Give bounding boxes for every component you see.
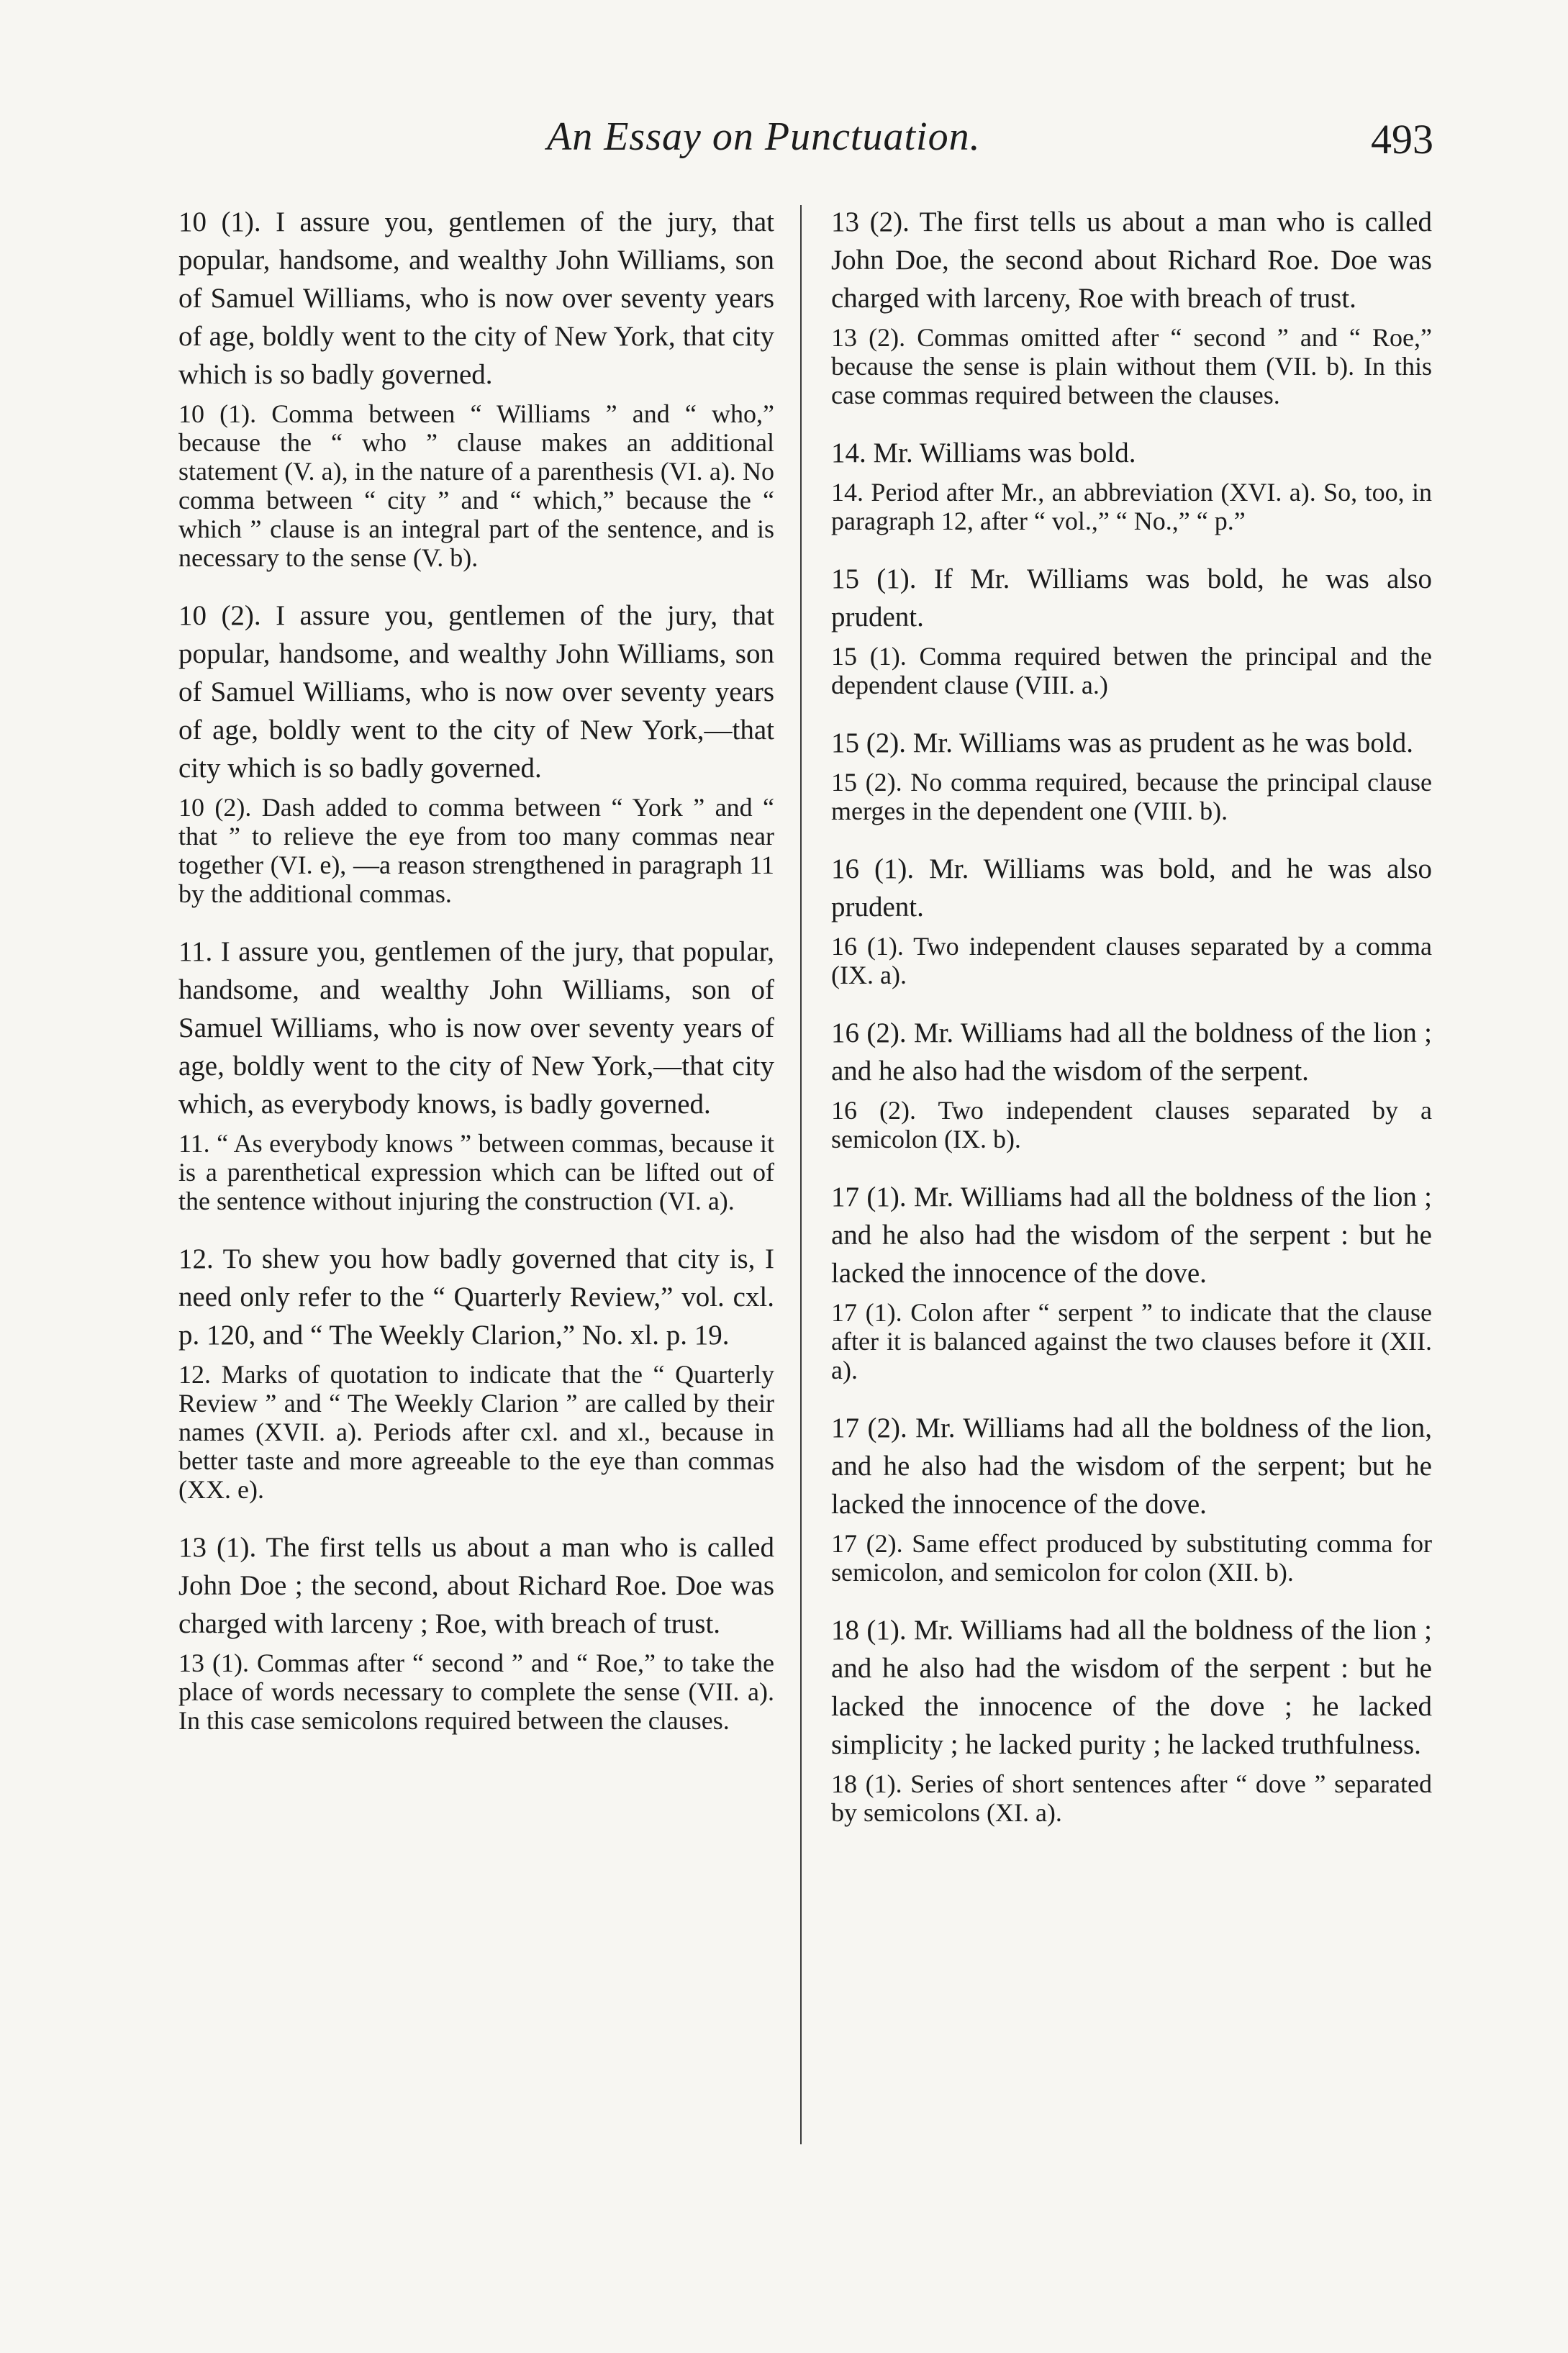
paragraph-note: 16 (2). Two independent clauses separated by a semicolon (IX. b). [831, 1096, 1432, 1153]
paragraph-example: 16 (1). Mr. Williams was bold, and he was also prudent. [831, 853, 1432, 922]
paragraph-note: 16 (1). Two independent clauses separated by a comma (IX. a). [831, 932, 1432, 989]
paragraph-example: 16 (2). Mr. Williams had all the boldness of the lion ; and he also had the wisdom of the serpent. [831, 1017, 1432, 1087]
paragraph-note: 10 (1). Comma between “ Williams ” and “ who,” because the “ who ” clause makes an additional statement (V. a), in the nature of a parenthesis (VI. a). No comma between “ city ” and “ which,” because the “ which ” clause is an integral part of the sentence, and is necessary to the sense (V. b). [178, 399, 774, 572]
paragraph-note: 11. “ As everybody knows ” between commas, because it is a parenthetical expression which can be lifted out of the sentence without injuring the construction (VI. a). [178, 1129, 774, 1215]
paragraph-note: 12. Marks of quotation to indicate that the “ Quarterly Review ” and “ The Weekly Clarion ” are called by their names (XVII. a). Periods after cxl. and xl., because in better taste and more agreeable to the eye than commas (XX. e). [178, 1360, 774, 1504]
paragraph-note: 15 (1). Comma required betwen the principal and the dependent clause (VIII. a.) [831, 642, 1432, 699]
paragraph-example: 11. I assure you, gentlemen of the jury, that popular, handsome, and wealthy John Williams, son of Samuel Williams, who is now over seventy years of age, boldly went to the city of New York,—that city which, as everybody knows, is badly governed. [178, 936, 774, 1120]
paragraph-example: 17 (1). Mr. Williams had all the boldness of the lion ; and he also had the wisdom of the serpent : but he lacked the innocence of the dove. [831, 1182, 1432, 1289]
paragraph-example: 12. To shew you how badly governed that city is, I need only refer to the “ Quarterly Review,” vol. cxl. p. 120, and “ The Weekly Clarion,” No. xl. p. 19. [178, 1243, 774, 1351]
paragraph-note: 10 (2). Dash added to comma between “ York ” and “ that ” to relieve the eye from too many commas near together (VI. e), —a reason strengthened in paragraph 11 by the additional commas. [178, 793, 774, 908]
paragraph-note: 13 (2). Commas omitted after “ second ” and “ Roe,” because the sense is plain without them (VII. b). In this case commas required between the clauses. [831, 323, 1432, 409]
paragraph-note: 14. Period after Mr., an abbreviation (XVI. a). So, too, in paragraph 12, after “ vol.,” “ No.,” “ p.” [831, 478, 1432, 535]
left-column [178, 203, 774, 1759]
paragraph-example: 13 (2). The first tells us about a man who is called John Doe, the second about Richard Roe. Doe was charged with larceny, Roe with breach of trust. [831, 207, 1432, 314]
running-title: An Essay on Punctuation. [547, 114, 981, 159]
column-divider [800, 205, 802, 2144]
paragraph-note: 15 (2). No comma required, because the principal clause merges in the dependent one (VIII. b). [831, 768, 1432, 825]
paragraph-example: 13 (1). The first tells us about a man who is called John Doe ; the second, about Richard Roe. Doe was charged with larceny ; Roe, with breach of trust. [178, 1532, 774, 1639]
paragraph-example: 15 (2). Mr. Williams was as prudent as he was bold. [831, 727, 1414, 758]
paragraph-example: 14. Mr. Williams was bold. [831, 437, 1136, 468]
paragraph-example: 10 (1). I assure you, gentlemen of the jury, that popular, handsome, and wealthy John Williams, son of Samuel Williams, who is now over seventy years of age, boldly went to the city of New York, that city which is so badly governed. [178, 207, 774, 390]
page-number: 493 [1371, 116, 1433, 163]
paragraph-example: 15 (1). If Mr. Williams was bold, he was also prudent. [831, 563, 1432, 633]
paragraph-example: 10 (2). I assure you, gentlemen of the jury, that popular, handsome, and wealthy John Williams, son of Samuel Williams, who is now over seventy years of age, boldly went to the city of New York,—that city which is so badly governed. [178, 600, 774, 784]
paragraph-note: 17 (1). Colon after “ serpent ” to indicate that the clause after it is balanced against the two clauses before it (XII. a). [831, 1298, 1432, 1384]
right-column [831, 203, 1432, 1851]
paragraph-note: 13 (1). Commas after “ second ” and “ Roe,” to take the place of words necessary to complete the sense (VII. a). In this case semicolons required between the clauses. [178, 1649, 774, 1735]
paragraph-example: 18 (1). Mr. Williams had all the boldness of the lion ; and he also had the wisdom of the serpent : but he lacked the innocence of the dove ; he lacked simplicity ; he lacked purity ; he lacked truthfulness. [831, 1615, 1432, 1760]
paragraph-note: 18 (1). Series of short sentences after “ dove ” separated by semicolons (XI. a). [831, 1769, 1432, 1827]
paragraph-note: 17 (2). Same effect produced by substituting comma for semicolon, and semicolon for colon (XII. b). [831, 1529, 1432, 1587]
paragraph-example: 17 (2). Mr. Williams had all the boldness of the lion, and he also had the wisdom of the serpent; but he lacked the innocence of the dove. [831, 1413, 1432, 1520]
